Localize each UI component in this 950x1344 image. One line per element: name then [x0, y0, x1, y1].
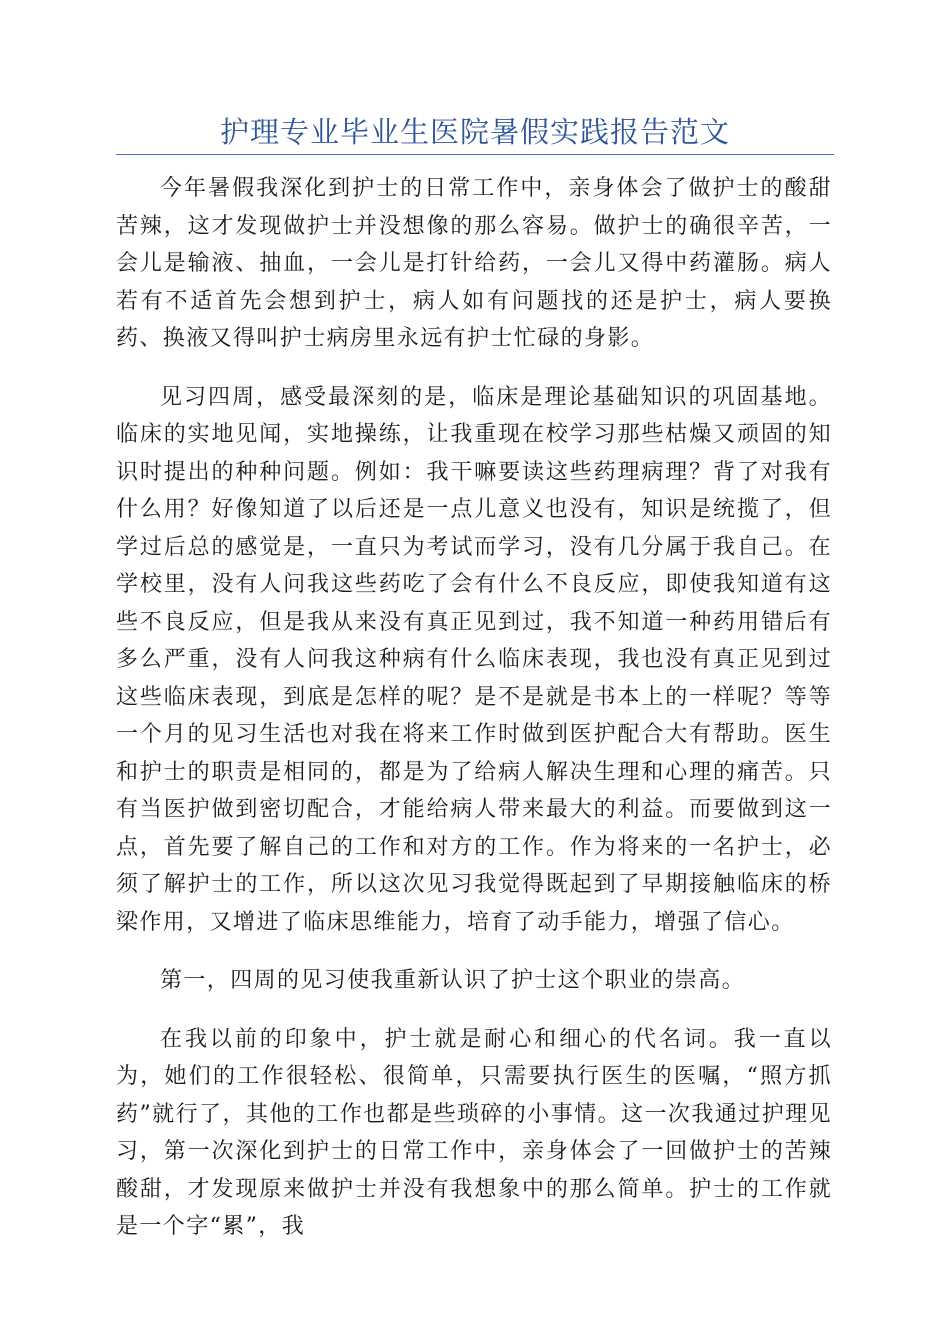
- document-title: 护理专业毕业生医院暑假实践报告范文: [219, 115, 730, 149]
- title-underline: [116, 154, 834, 155]
- document-body: [116, 170, 832, 1267]
- paragraph: 今年暑假我深化到护士的日常工作中，亲身体会了做护士的酸甜苦辣，这才发现做护士并没想像的那么容易。做护士的确很辛苦，一会儿是输液、抽血，一会儿是打针给药，一会儿又得中药灌肠。病人若有不适首先会想到护士，病人如有问题找的还是护士，病人要换药、换液又得叫护士病房里永远有护士忙碌的身影。: [116, 176, 832, 351]
- paragraph: 见习四周，感受最深刻的是，临床是理论基础知识的巩固基地。临床的实地见闻，实地操练，让我重现在校学习那些枯燥又顽固的知识时提出的种种问题。例如：我干嘛要读这些药理病理？背了对我有什么用？好像知道了以后还是一点儿意义也没有，知识是统揽了，但学过后总的感觉是，一直只为考试而学习，没有几分属于我自己。在学校里，没有人问我这些药吃了会有什么不良反应，即使我知道有这些不良反应，但是我从来没有真正见到过，我不知道一种药用错后有多么严重，没有人问我这种病有什么临床表现，我也没有真正见到过这些临床表现，到底是怎样的呢？是不是就是书本上的一样呢？等等一个月的见习生活也对我在将来工作时做到医护配合大有帮助。医生和护士的职责是相同的，都是为了给病人解决生理和心理的痛苦。只有当医护做到密切配合，才能给病人带来最大的利益。而要做到这一点，首先要了解自己的工作和对方的工作。作为将来的一名护士，必须了解护士的工作，所以这次见习我觉得既起到了早期接触临床的桥梁作用，又增进了临床思维能力，培育了动手能力，增强了信心。: [116, 384, 832, 935]
- paragraph: 第一，四周的见习使我重新认识了护士这个职业的崇高。: [160, 968, 746, 993]
- paragraph: 在我以前的印象中，护士就是耐心和细心的代名词。我一直以为，她们的工作很轻松、很简单，只需要执行医生的医嘱，“照方抓药”就行了，其他的工作也都是些琐碎的小事情。这一次我通过护理见习，第一次深化到护士的日常工作中，亲身体会了一回做护士的苦辣酸甜，才发现原来做护士并没有我想象中的那么简单。护士的工作就是一个字“累”，我: [116, 1026, 832, 1239]
